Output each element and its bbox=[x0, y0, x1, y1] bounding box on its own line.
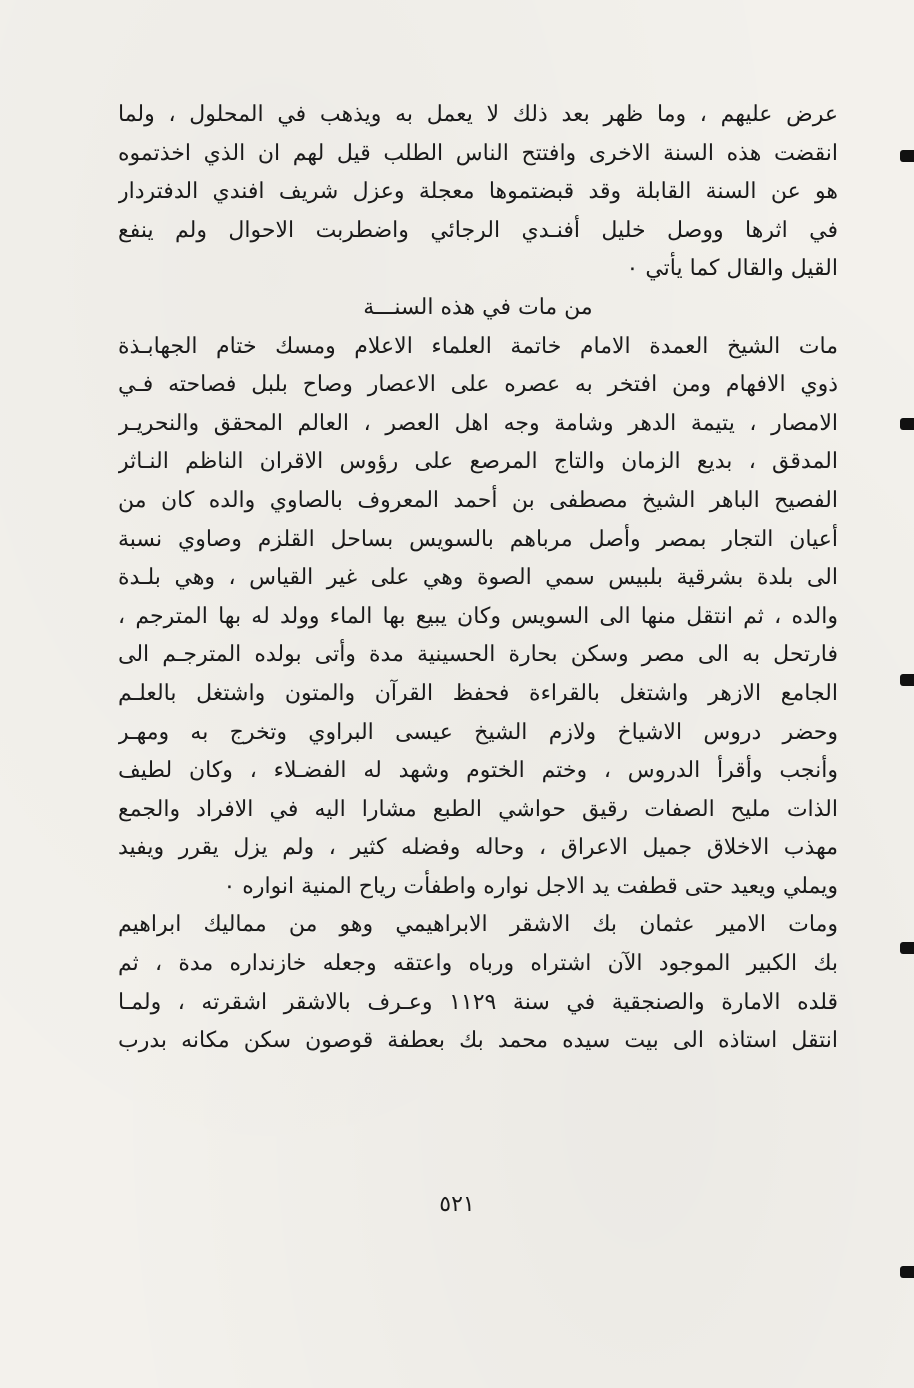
text-line: ويملي ويعيد حتى قطفت يد الاجل نواره واطفأت رياح المنية انواره ٠ bbox=[223, 873, 838, 899]
text-line: والده ، ثم انتقل منها الى السويس وكان يبيع بها الماء وولد له بها المترجم ، bbox=[118, 603, 838, 629]
text-line: انتقل استاذه الى بيت سيده محمد بك بعطفة قوصون سكن مكانه بدرب bbox=[118, 1028, 838, 1054]
text-line: القيل والقال كما يأتي ٠ bbox=[626, 256, 838, 282]
text-line: انقضت هذه السنة الاخرى وافتتح الناس الطلب قيل لهم ان الذي اخذتموه bbox=[118, 140, 838, 166]
text-line: الى بلدة بشرقية بلبيس سمي الصوة وهي على غير القياس ، وهي بلـدة bbox=[118, 565, 838, 591]
text-line: في اثرها ووصل خليل أفنـدي الرجائي واضطربت الاحوال ولم ينفع bbox=[118, 217, 838, 243]
text-line: الذات مليح الصفات رقيق حواشي الطبع مشارا اليه في الافراد والجمع bbox=[118, 796, 838, 822]
page-number: ٥٢١ bbox=[439, 1192, 475, 1217]
text-line: مهذب الاخلاق جميل الاعراق ، وحاله وفضله كثير ، ولم يزل يقرر ويفيد bbox=[118, 835, 838, 861]
text-line: مات الشيخ العمدة الامام خاتمة العلماء الاعلام ومسك ختام الجهابـذة bbox=[118, 333, 838, 359]
text-line: وأنجب وأقرأ الدروس ، وختم الختوم وشهد له الفضـلاء ، وكان لطيف bbox=[118, 758, 838, 784]
binding-mark bbox=[900, 942, 914, 954]
binding-mark bbox=[900, 418, 914, 430]
text-line: هو عن السنة القابلة وقد قبضتموها معجلة وعزل شريف افندي الدفتردار bbox=[118, 179, 838, 205]
text-line: ومات الامير عثمان بك الاشقر الابراهيمي وهو من مماليك ابراهيم bbox=[118, 912, 838, 938]
text-line: ذوي الافهام ومن افتخر به عصره على الاعصار وصاح بلبل فصاحته فـي bbox=[118, 372, 838, 398]
binding-mark bbox=[900, 674, 914, 686]
page-text-body bbox=[118, 96, 838, 1061]
text-line: الفصيح الباهر الشيخ مصطفى بن أحمد المعروف بالصاوي والده كان من bbox=[118, 487, 838, 513]
text-line: بك الكبير الموجود الآن اشتراه ورباه واعتقه وجعله خازنداره مدة ، ثم bbox=[118, 951, 838, 977]
text-line: فارتحل به الى مصر وسكن بحارة الحسينية مدة وأتى بولده المترجـم الى bbox=[118, 642, 838, 668]
text-line: عرض عليهم ، وما ظهر بعد ذلك لا يعمل به ويذهب في المحلول ، ولما bbox=[118, 102, 838, 127]
text-line: أعيان التجار بمصر وأصل مرباهم بالسويس بساحل القلزم وصاوي نسبة bbox=[118, 526, 838, 552]
text-line: وحضر دروس الاشياخ ولازم الشيخ عيسى البراوي وتخرج به ومهـر bbox=[118, 719, 838, 745]
text-line: قلده الامارة والصنجقية في سنة ١١٢٩ وعـرف بالاشقر اشقرته ، ولمـا bbox=[118, 989, 838, 1015]
binding-mark bbox=[900, 1266, 914, 1278]
binding-mark bbox=[900, 150, 914, 162]
text-line: الامصار ، يتيمة الدهر وشامة وجه اهل العصر ، العالم المحقق والنحريـر bbox=[118, 410, 838, 436]
text-line: المدقق ، بديع الزمان والتاج المرصع على رؤوس الاقران الناظم النـاثر bbox=[118, 449, 838, 475]
text-line: الجامع الازهر واشتغل بالقراءة فحفظ القرآن والمتون واشتغل بالعلـم bbox=[118, 680, 838, 706]
section-heading: من مات في هذه السنـــة bbox=[363, 294, 593, 320]
